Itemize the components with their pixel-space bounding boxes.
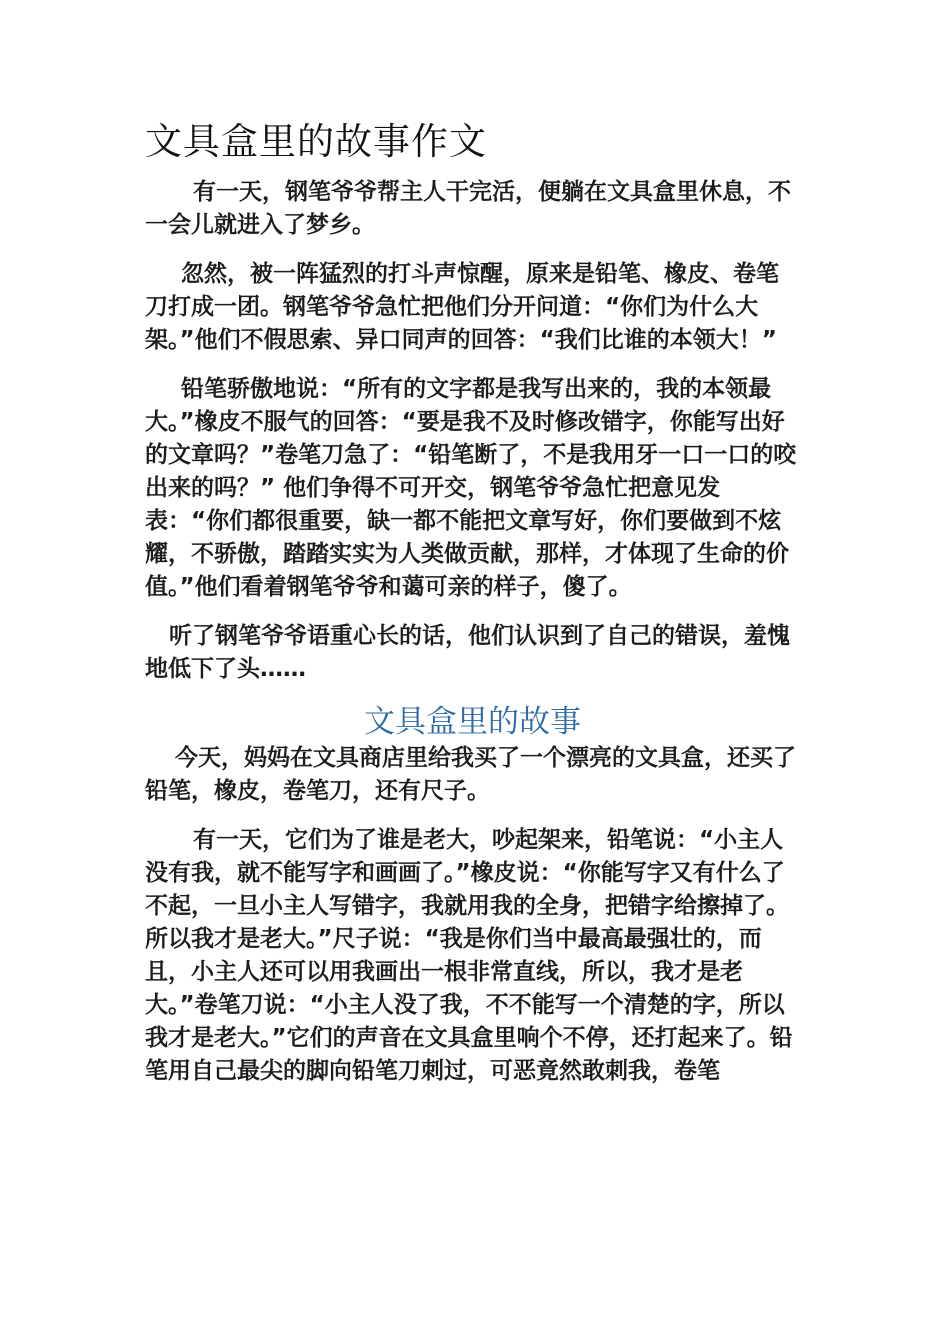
document-body <box>145 118 800 1104</box>
paragraph-3: 铅笔骄傲地说：“所有的文字都是我写出来的，我的本领最大。”橡皮不服气的回答：“要是我不及时修改错字，你能写出好的文章吗？”卷笔刀急了：“铅笔断了，不是我用牙一口一口的咬出来的吗？” 他们争得不可开交，钢笔爷爷急忙把意见发表：“你们都很重要，缺一都不能把文章写好，你们要做到不炫耀，不骄傲，踏踏实实为人类做贡献，那样，才体现了生命的价值。”他们看着钢笔爷爷和蔼可亲的样子，傻了。 <box>145 376 797 600</box>
section-paragraph-1: 今天，妈妈在文具商店里给我买了一个漂亮的文具盒，还买了铅笔，橡皮，卷笔刀，还有尺子。 <box>145 745 796 804</box>
paragraph-1: 有一天，钢笔爷爷帮主人干完活，便躺在文具盒里休息，不一会儿就进入了梦乡。 <box>145 179 791 238</box>
paragraph-2: 忽然，被一阵猛烈的打斗声惊醒，原来是铅笔、橡皮、卷笔刀打成一团。钢笔爷爷急忙把他们分开问道：“你们为什么大架。”他们不假思索、异口同声的回答：“我们比谁的本领大！” <box>145 261 779 353</box>
paragraph-4: 听了钢笔爷爷语重心长的话，他们认识到了自己的错误，羞愧地低下了头…… <box>145 623 790 682</box>
section-paragraph-2: 有一天，它们为了谁是老大，吵起架来，铅笔说：“小主人没有我，就不能写字和画画了。”橡皮说：“你能写字又有什么了不起，一旦小主人写错字，我就用我的全身，把错字给擦掉了。所以我才是老大。”尺子说：“我是你们当中最高最强壮的，而且，小主人还可以用我画出一根非常直线，所以，我才是老大。”卷笔刀说：“小主人没了我，不不能写一个清楚的字，所以我才是老大。”它们的声音在文具盒里响个不停，还打起来了。铅笔用自己最尖的脚向铅笔刀刺过，可恶竟然敢刺我，卷笔 <box>145 827 793 1084</box>
section-title: 文具盒里的故事 <box>364 704 581 740</box>
page-title: 文具盒里的故事作文 <box>145 120 487 163</box>
